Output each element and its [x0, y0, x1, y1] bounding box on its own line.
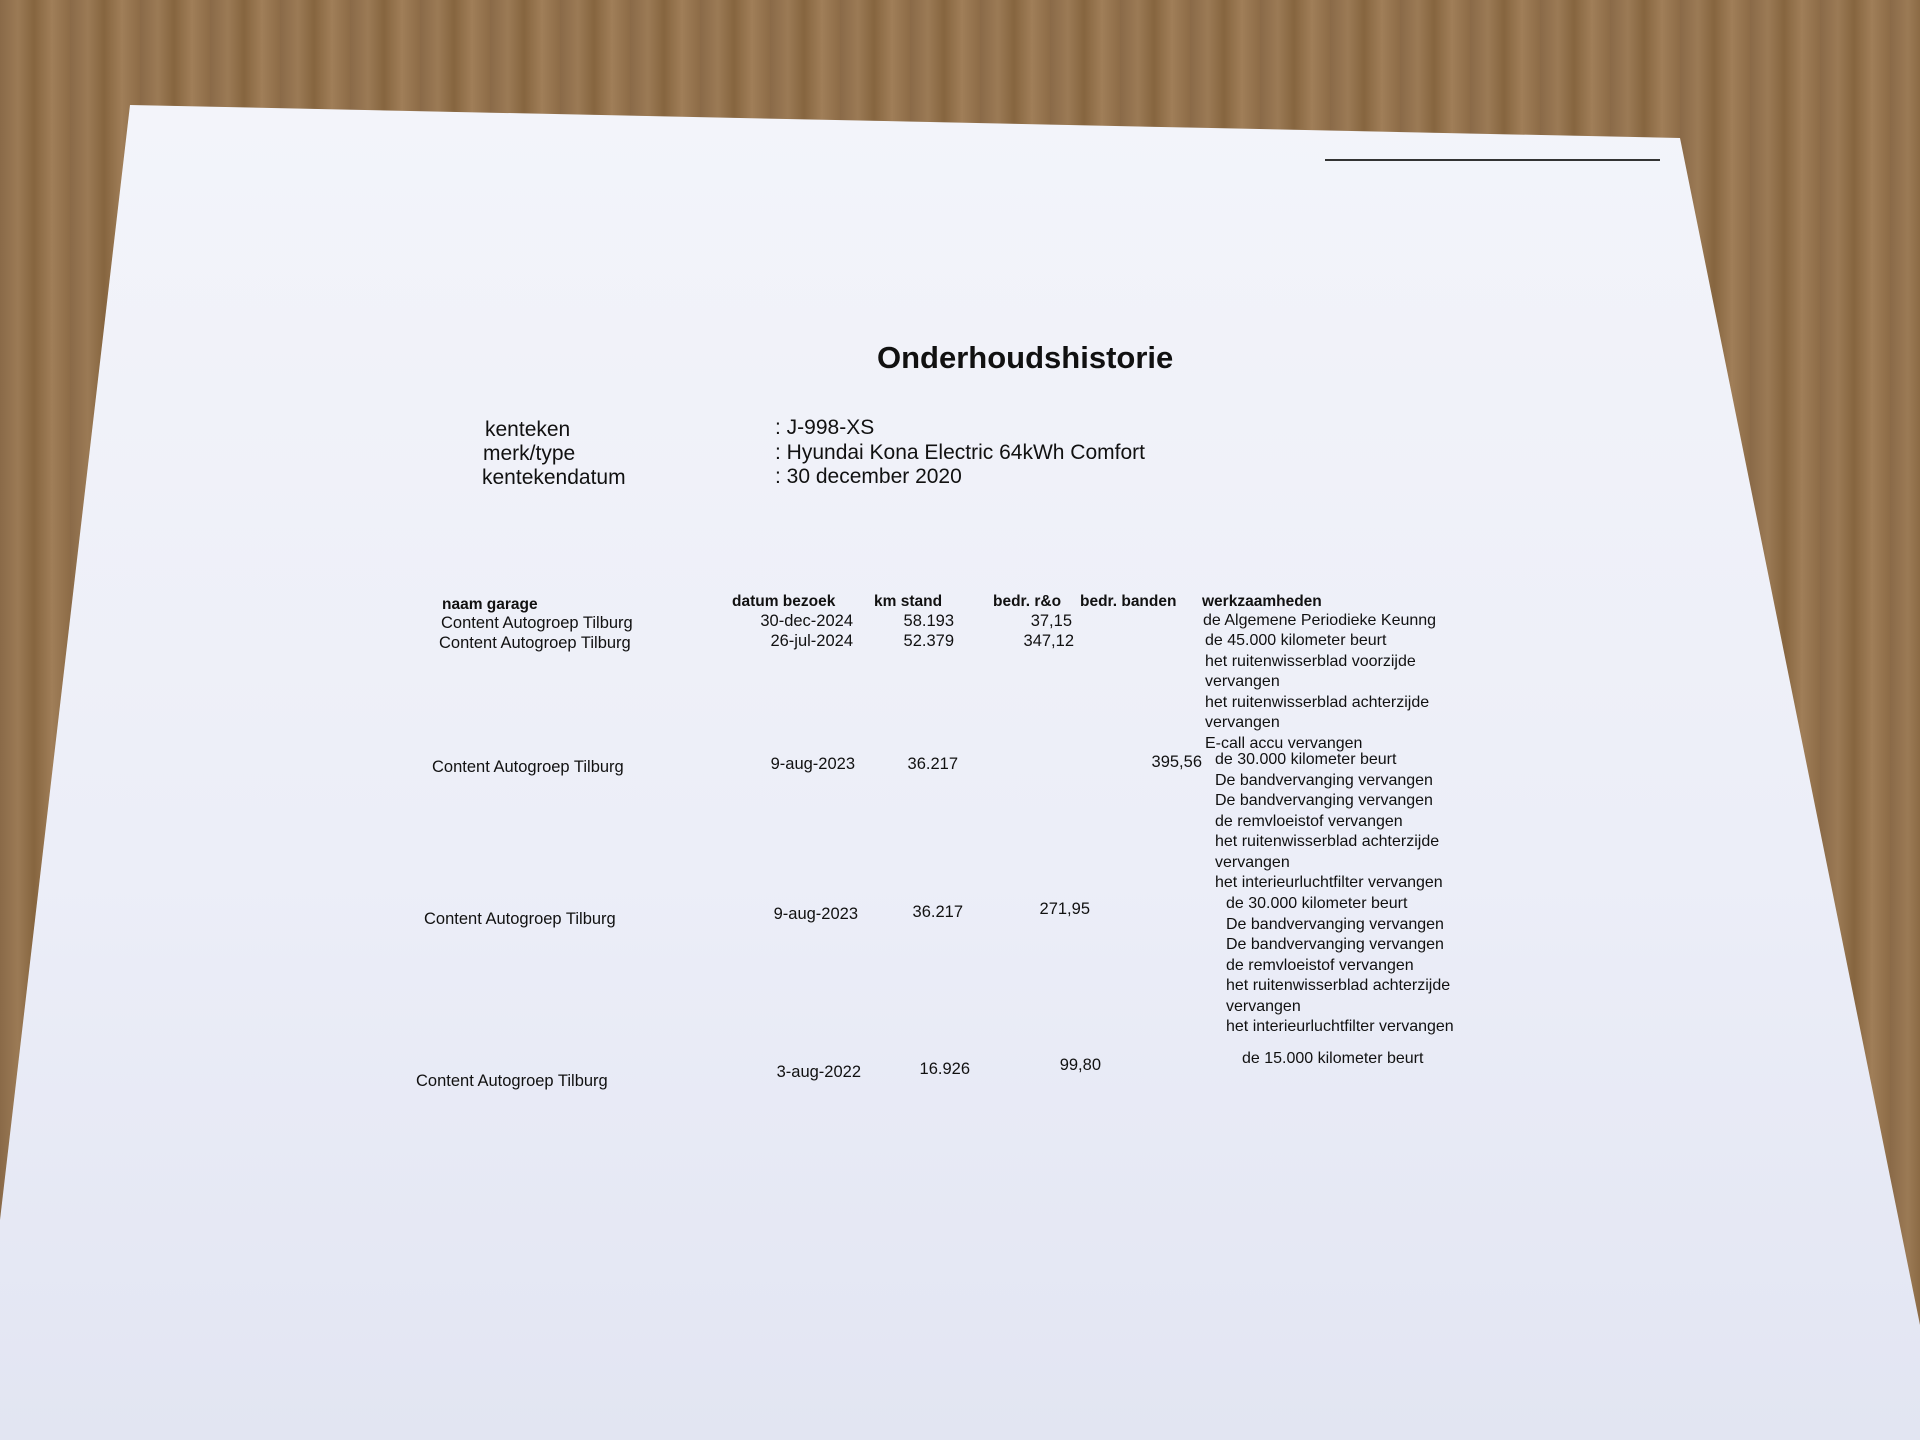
work-line: het ruitenwisserblad achterzijde	[1205, 693, 1430, 711]
work-line: de 15.000 kilometer beurt	[1242, 1050, 1424, 1067]
header-km: km stand	[874, 593, 943, 610]
row1-ro: 37,15	[1030, 612, 1072, 630]
header-work: werkzaamheden	[1202, 593, 1322, 610]
work-line: de 45.000 kilometer beurt	[1205, 632, 1387, 649]
value-kentekendatum: : 30 december 2020	[775, 465, 962, 488]
header-date: datum bezoek	[732, 593, 836, 610]
row4-date: 9-aug-2023	[773, 905, 858, 923]
label-merk-type: merk/type	[483, 442, 576, 465]
top-rule-line	[1325, 159, 1660, 161]
row2-work	[1205, 631, 1505, 754]
row1-garage: Content Autogroep Tilburg	[441, 614, 633, 632]
header-garage: naam garage	[442, 596, 538, 613]
document-title: Onderhoudshistorie	[877, 340, 1174, 375]
row1-km: 58.193	[903, 612, 954, 630]
work-line: de 30.000 kilometer beurt	[1226, 895, 1408, 912]
value-merk-type: : Hyundai Kona Electric 64kWh Comfort	[775, 441, 1145, 464]
row5-ro: 99,80	[1059, 1056, 1101, 1074]
row2-garage: Content Autogroep Tilburg	[439, 634, 631, 652]
row5-work	[1242, 1049, 1542, 1070]
label-kenteken: kenteken	[485, 418, 571, 441]
row1-date: 30-dec-2024	[760, 612, 853, 630]
work-line: vervangen	[1215, 853, 1290, 871]
row4-work	[1226, 894, 1526, 1038]
row5-km: 16.926	[919, 1060, 970, 1078]
row4-km: 36.217	[912, 903, 963, 921]
work-line: De bandvervanging vervangen	[1226, 915, 1444, 933]
work-line: de 30.000 kilometer beurt	[1215, 751, 1397, 768]
row2-km: 52.379	[903, 632, 954, 650]
value-kenteken: : J-998-XS	[775, 416, 875, 439]
work-line: De bandvervanging vervangen	[1226, 936, 1444, 953]
work-line: vervangen	[1205, 673, 1280, 690]
row3-km: 36.217	[907, 755, 958, 773]
row5-garage: Content Autogroep Tilburg	[416, 1072, 608, 1090]
row5-date: 3-aug-2022	[776, 1063, 861, 1081]
work-line: de remvloeistof vervangen	[1215, 812, 1403, 830]
work-line: het ruitenwisserblad voorzijde	[1205, 652, 1416, 670]
row3-work	[1215, 750, 1515, 894]
work-line: vervangen	[1226, 997, 1301, 1015]
work-line: het ruitenwisserblad achterzijde	[1226, 977, 1451, 994]
header-ro: bedr. r&o	[993, 593, 1062, 610]
row3-date: 9-aug-2023	[770, 755, 855, 773]
work-line: de remvloeistof vervangen	[1226, 956, 1414, 974]
row2-ro: 347,12	[1023, 632, 1074, 650]
work-line: de Algemene Periodieke Keunng	[1203, 612, 1437, 629]
row1-work	[1203, 611, 1503, 632]
row3-garage: Content Autogroep Tilburg	[432, 758, 624, 776]
work-line: het interieurluchtfilter vervangen	[1215, 874, 1443, 891]
row4-ro: 271,95	[1039, 900, 1090, 918]
work-line: het ruitenwisserblad achterzijde	[1215, 833, 1440, 850]
row4-garage: Content Autogroep Tilburg	[424, 910, 616, 928]
work-line: De bandvervanging vervangen	[1215, 792, 1433, 809]
work-line: E-call accu vervangen	[1205, 734, 1363, 752]
work-line: vervangen	[1205, 714, 1280, 731]
header-tires: bedr. banden	[1080, 593, 1177, 610]
row2-date: 26-jul-2024	[770, 632, 853, 650]
work-line: De bandvervanging vervangen	[1215, 771, 1433, 789]
row3-tires: 395,56	[1151, 753, 1202, 771]
label-kentekendatum: kentekendatum	[482, 466, 626, 489]
work-line: het interieurluchtfilter vervangen	[1226, 1018, 1454, 1035]
